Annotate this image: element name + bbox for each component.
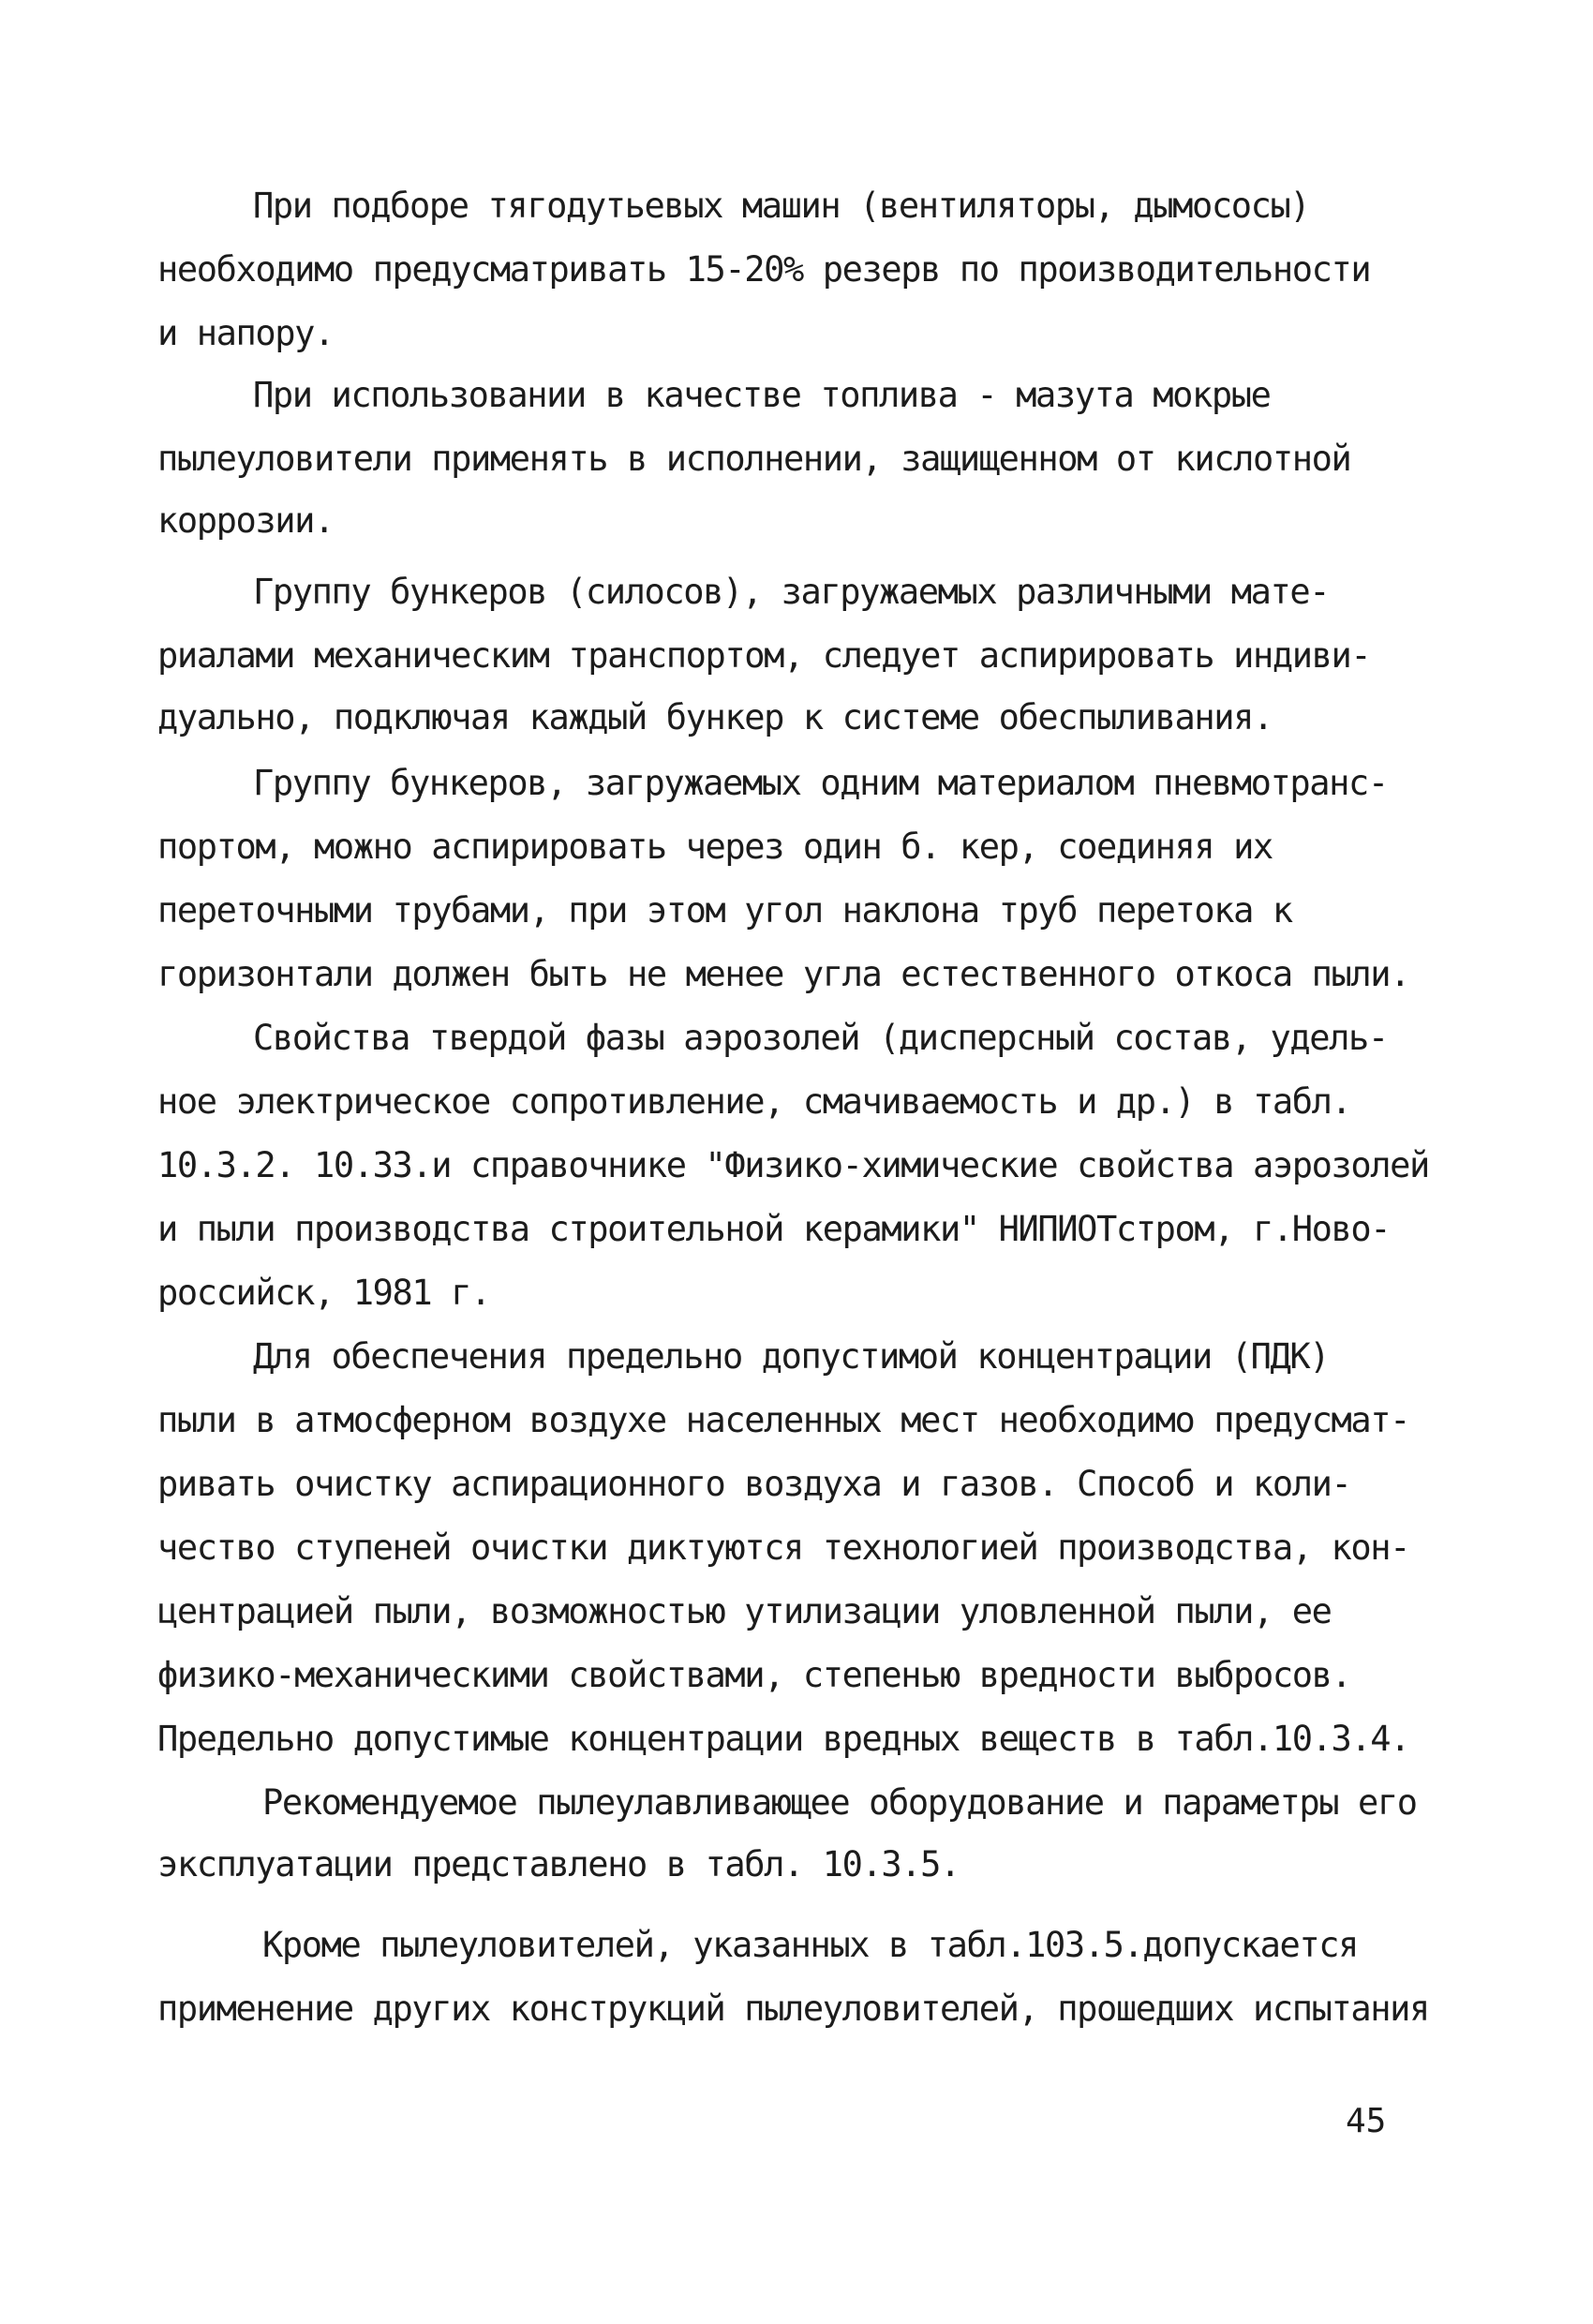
page-number: 45 xyxy=(1346,2102,1387,2140)
text-line: Группу бункеров, загружаемых одним материалом пневмотранс- xyxy=(253,763,1388,803)
text-line: Рекомендуемое пылеулавливающее оборудование и параметры его xyxy=(262,1782,1417,1823)
text-line: дуально, подключая каждый бункер к системе обеспыливания. xyxy=(157,697,1273,737)
text-line: переточными трубами, при этом угол наклона труб перетока к xyxy=(157,890,1292,931)
text-line: физико-механическими свойствами, степенью вредности выбросов. xyxy=(157,1655,1351,1695)
text-line: Свойства твердой фазы аэрозолей (дисперсный состав, удель- xyxy=(253,1018,1388,1058)
text-line: горизонтали должен быть не менее угла естественного откоса пыли. xyxy=(157,954,1410,994)
text-line: Предельно допустимые концентрации вредных веществ в табл.10.3.4. xyxy=(157,1719,1410,1759)
text-line: При подборе тягодутьевых машин (вентиляторы, дымососы) xyxy=(253,186,1310,226)
text-line: портом, можно аспирировать через один б. кер, соединяя их xyxy=(157,827,1273,867)
text-line: российск, 1981 г. xyxy=(157,1273,490,1313)
text-line: необходимо предусматривать 15-20% резерв по производительности xyxy=(157,249,1371,290)
text-line: и пыли производства строительной керамики" НИПИОТстром, г.Ново- xyxy=(157,1209,1391,1249)
text-line: чество ступеней очистки диктуются технологией производства, кон- xyxy=(157,1527,1410,1568)
text-line: 10.3.2. 10.33.и справочнике "Физико-химические свойства аэрозолей xyxy=(157,1145,1429,1185)
text-line: ное электрическое сопротивление, смачиваемость и др.) в табл. xyxy=(157,1081,1351,1122)
text-line: При использовании в качестве топлива - мазута мокрые xyxy=(253,375,1271,415)
text-line: риалами механическим транспортом, следует аспирировать индиви- xyxy=(157,635,1371,676)
text-line: эксплуатации представлено в табл. 10.3.5. xyxy=(157,1844,960,1885)
text-line: Для обеспечения предельно допустимой концентрации (ПДК) xyxy=(253,1336,1330,1377)
text-line: ривать очистку аспирационного воздуха и газов. Способ и коли- xyxy=(157,1464,1351,1504)
text-line: пылеуловители применять в исполнении, защищенном от кислотной xyxy=(157,439,1351,479)
text-line: применение других конструкций пылеуловителей, прошедших испытания xyxy=(157,1989,1429,2029)
text-line: коррозии. xyxy=(157,500,334,541)
text-line: пыли в атмосферном воздухе населенных мест необходимо предусмат- xyxy=(157,1400,1410,1440)
text-line: и напору. xyxy=(157,313,334,353)
text-line: Кроме пылеуловителей, указанных в табл.103.5.допускается xyxy=(262,1925,1359,1965)
text-line: Группу бункеров (силосов), загружаемых различными мате- xyxy=(253,572,1330,612)
text-line: центрацией пыли, возможностью утилизации уловленной пыли, ее xyxy=(157,1591,1332,1631)
